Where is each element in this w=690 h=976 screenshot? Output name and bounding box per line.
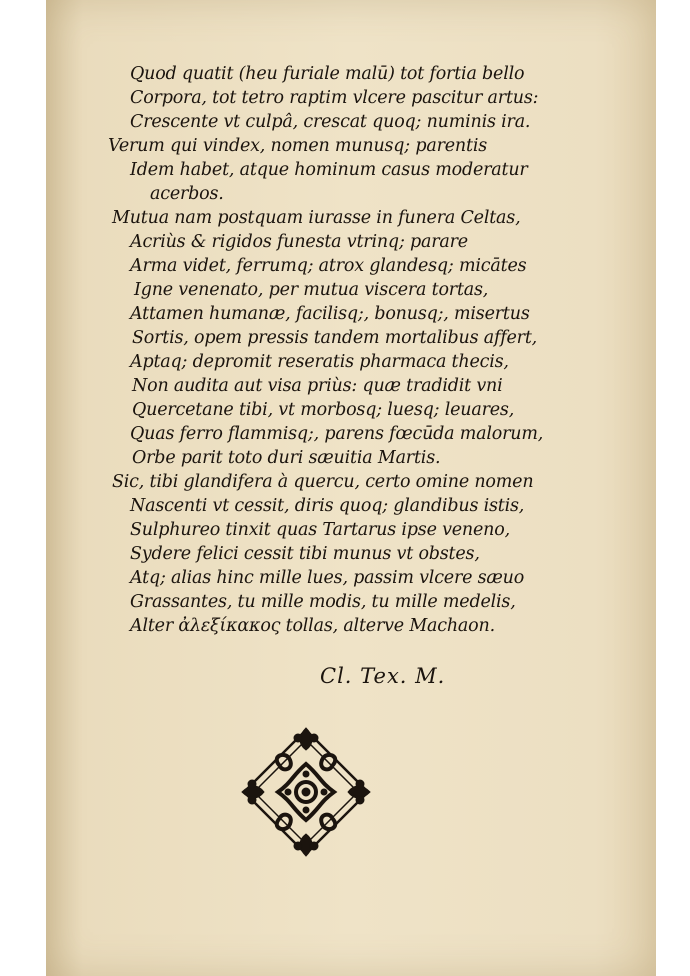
poem-line: Mutua nam postquam iurasse in funera Celtas, <box>112 208 521 228</box>
poem-line: Non audita aut visa priùs: quæ tradidit vni <box>132 376 503 396</box>
poem-line: Acriùs & rigidos funesta vtrinq; parare <box>130 232 468 252</box>
poem-line: Atq; alias hinc mille lues, passim vlcere sæuo <box>130 568 525 588</box>
poem-line: Quod quatit (heu furiale malū) tot fortia bello <box>130 64 525 84</box>
poem-line: Quercetane tibi, vt morbosq; luesq; leuares, <box>132 400 515 420</box>
poem-line: Orbe parit toto duri sæuitia Martis. <box>132 448 441 468</box>
poem-line: Igne venenato, per mutua viscera tortas, <box>134 280 489 300</box>
fleuron-ornament-icon <box>240 726 372 858</box>
poem-line: Arma videt, ferrumq; atrox glandesq; micātes <box>130 256 527 276</box>
poem-line: Sydere felici cessit tibi munus vt obstes, <box>130 544 480 564</box>
poem-line: Alter ἀλεξίκακος tollas, alterve Machaon. <box>130 616 495 636</box>
poem-line: Crescente vt culpâ, crescat quoq; numinis ira. <box>130 112 531 132</box>
poem-line: Sortis, opem pressis tandem mortalibus affert, <box>132 328 538 348</box>
poem-line: Corpora, tot tetro raptim vlcere pascitur artus: <box>130 88 539 108</box>
poem-line: Sic, tibi glandifera à quercu, certo omine nomen <box>112 472 534 492</box>
poem-line: Verum qui vindex, nomen munusq; parentis <box>108 136 487 156</box>
poem-line: Sulphureo tinxit quas Tartarus ipse veneno, <box>130 520 510 540</box>
poem-line: Idem habet, atque hominum casus moderatur <box>130 160 528 180</box>
signature: Cl. Tex. M. <box>320 664 446 688</box>
poem-line: Attamen humanæ, facilisq;, bonusq;, misertus <box>130 304 530 324</box>
poem-line: Quas ferro flammisq;, parens fœcūda malorum, <box>130 424 544 444</box>
poem-line: Aptaq; depromit reseratis pharmaca thecis, <box>130 352 509 372</box>
poem-line: Grassantes, tu mille modis, tu mille medelis, <box>130 592 516 612</box>
book-page <box>46 0 656 976</box>
poem-line: acerbos. <box>150 184 224 204</box>
poem-line: Nascenti vt cessit, diris quoq; glandibus istis, <box>130 496 525 516</box>
